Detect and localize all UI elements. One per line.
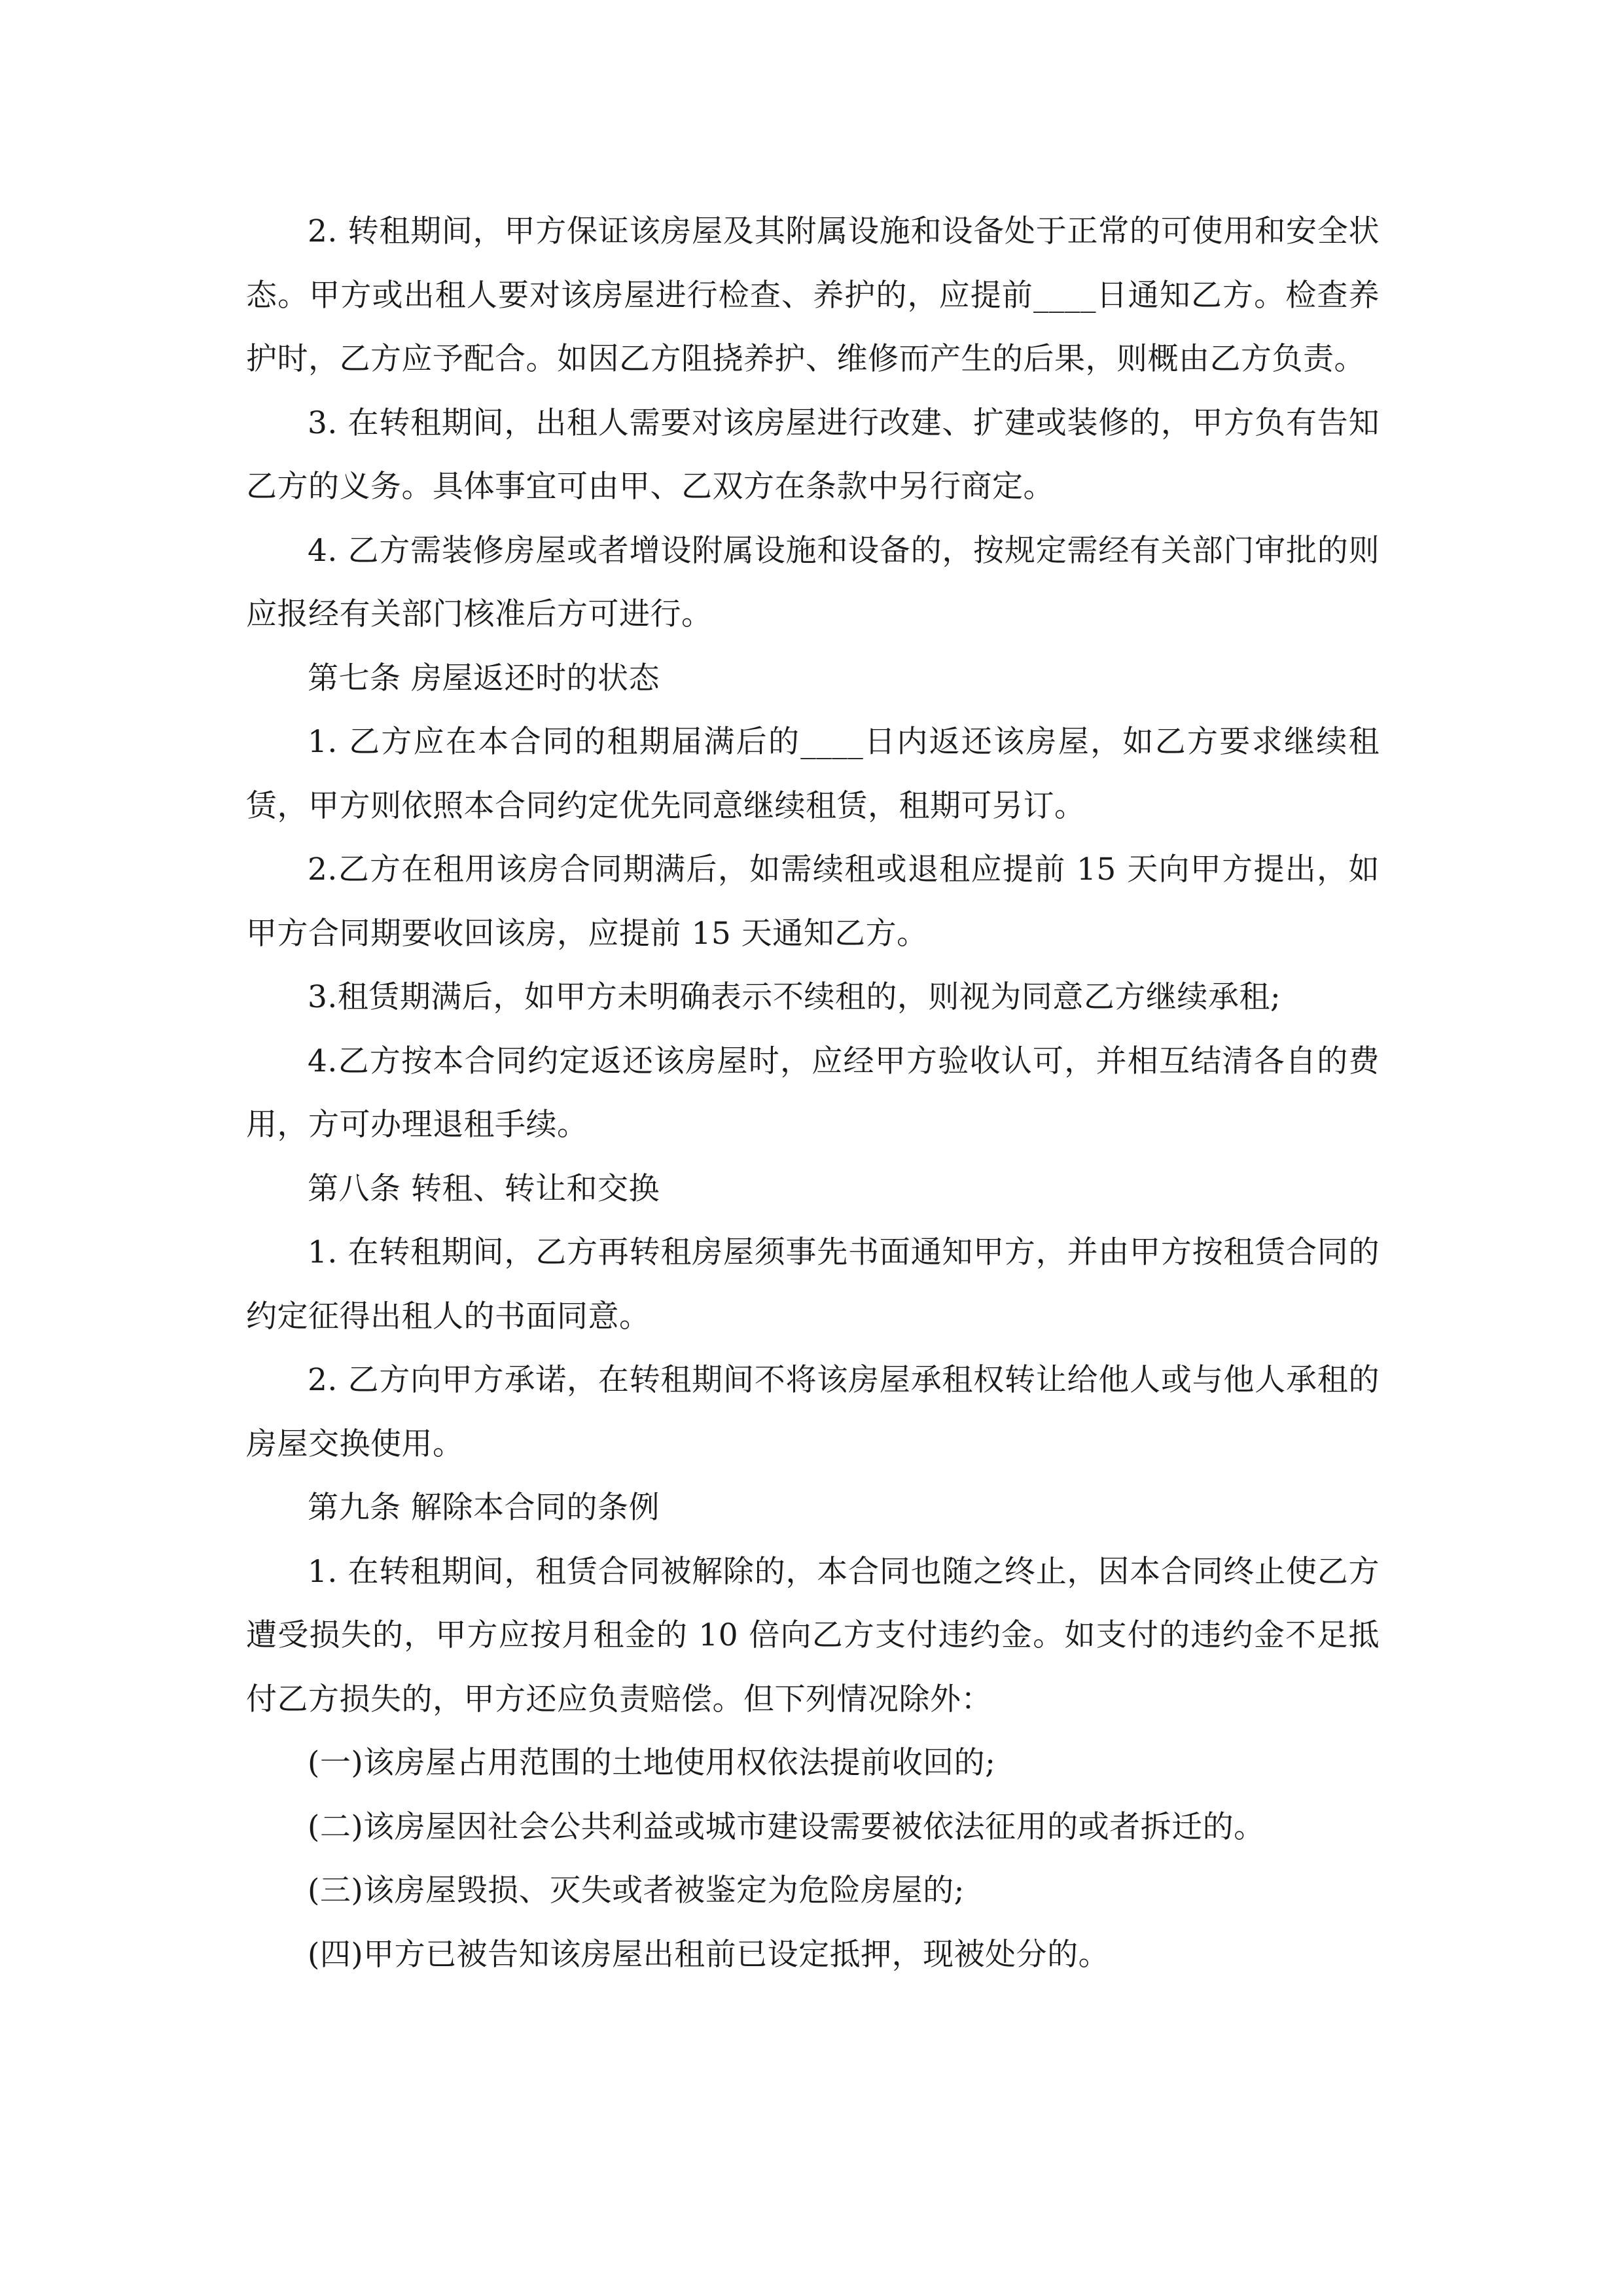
paragraph-6-3: 3. 在转租期间，出租人需要对该房屋进行改建、扩建或装修的，甲方负有告知乙方的义务。具体事宜可由甲、乙双方在条款中另行商定。 <box>246 404 1380 505</box>
paragraph-7-3: 3.租赁期满后，如甲方未明确表示不续租的，则视为同意乙方继续承租; <box>308 979 1281 1015</box>
paragraph-8-2: 2. 乙方向甲方承诺，在转租期间不将该房屋承租权转让给他人或与他人承租的房屋交换使用。 <box>246 1362 1380 1462</box>
document-body <box>246 200 1380 1986</box>
exception-item-1: (一)该房屋占用范围的土地使用权依法提前收回的; <box>308 1745 996 1781</box>
paragraph-7-1: 1. 乙方应在本合同的租期届满后的____日内返还该房屋，如乙方要求继续租赁，甲方则依照本合同约定优先同意继续租赁，租期可另订。 <box>246 724 1380 824</box>
paragraph-6-2: 2. 转租期间，甲方保证该房屋及其附属设施和设备处于正常的可使用和安全状态。甲方或出租人要对该房屋进行检查、养护的，应提前____日通知乙方。检查养护时，乙方应予配合。如因乙方阻挠养护、维修而产生的后果，则概由乙方负责。 <box>246 213 1380 377</box>
exception-item-4: (四)甲方已被告知该房屋出租前已设定抵押，现被处分的。 <box>308 1936 1110 1973</box>
article-9-heading: 第九条 解除本合同的条例 <box>308 1490 660 1526</box>
paragraph-9-1: 1. 在转租期间，租赁合同被解除的，本合同也随之终止，因本合同终止使乙方遭受损失的，甲方应按月租金的 10 倍向乙方支付违约金。如支付的违约金不足抵付乙方损失的，甲方还应负责赔偿。但下列情况除外： <box>246 1553 1380 1717</box>
article-7-heading: 第七条 房屋返还时的状态 <box>308 660 660 696</box>
paragraph-7-2: 2.乙方在租用该房合同期满后，如需续租或退租应提前 15 天向甲方提出，如甲方合同期要收回该房，应提前 15 天通知乙方。 <box>246 852 1380 952</box>
paragraph-7-4: 4.乙方按本合同约定返还该房屋时，应经甲方验收认可，并相互结清各自的费用，方可办理退租手续。 <box>246 1043 1380 1143</box>
paragraph-8-1: 1. 在转租期间，乙方再转租房屋须事先书面通知甲方，并由甲方按租赁合同的约定征得出租人的书面同意。 <box>246 1234 1380 1335</box>
paragraph-6-4: 4. 乙方需装修房屋或者增设附属设施和设备的，按规定需经有关部门审批的则应报经有关部门核准后方可进行。 <box>246 532 1380 632</box>
exception-item-3: (三)该房屋毁损、灭失或者被鉴定为危险房屋的; <box>308 1873 965 1909</box>
exception-item-2: (二)该房屋因社会公共利益或城市建设需要被依法征用的或者拆迁的。 <box>308 1808 1265 1845</box>
article-8-heading: 第八条 转租、转让和交换 <box>308 1170 660 1207</box>
